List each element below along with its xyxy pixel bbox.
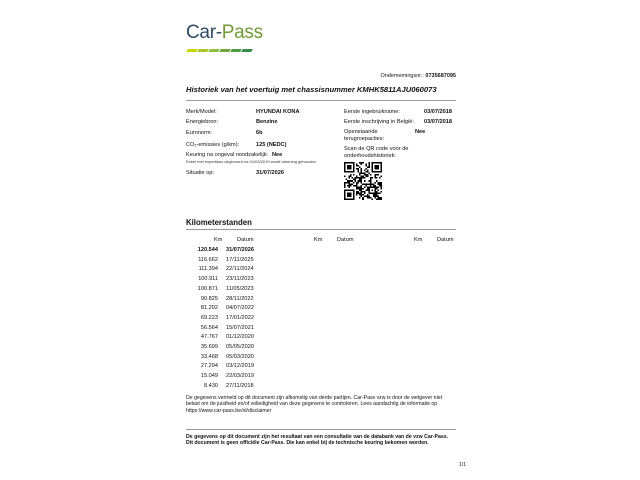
mileage-row: 100.911 23/11/2023: [198, 276, 254, 283]
euronorm-label: Euronorm:: [186, 130, 213, 136]
mileage-row: 8.430 27/11/2018: [204, 382, 254, 389]
inspection-label: Keuring na ongeval noodzakelijk:: [186, 152, 269, 158]
inspection-value: Nee: [272, 152, 283, 158]
qr-label-line1: Scan de QR code voor de: [344, 146, 409, 152]
mileage-row: 56.564 15/07/2021: [200, 324, 254, 331]
logo-wordmark: Car-Pass: [186, 22, 263, 43]
col-date-2: Datum: [337, 237, 354, 243]
mileage-row: 111.394 22/11/2024: [198, 266, 254, 273]
col-date-1: Datum: [237, 237, 254, 243]
co2-value: 125 (NEDC): [256, 142, 287, 148]
fuel-value: Benzine: [256, 119, 278, 125]
first-use-label: Eerste ingebruikname:: [344, 109, 400, 115]
mileage-divider: [186, 229, 456, 230]
col-km-3: Km: [414, 237, 423, 243]
mileage-row: 116.662 17/11/2025: [198, 256, 254, 263]
mileage-row: 33.468 05/03/2020: [200, 353, 254, 360]
co2-label: CO₂-emissies (g/km):: [186, 142, 240, 148]
col-date-3: Datum: [437, 237, 454, 243]
disclaimer-link[interactable]: https://www.car-pass.be/nl/disclaimer: [186, 407, 272, 414]
mileage-row: 69.223 17/01/2022: [200, 314, 254, 321]
situation-value: 31/07/2026: [256, 170, 284, 176]
first-registration-label: Eerste inschrijving in België:: [344, 119, 414, 125]
mileage-row: 47.767 01/12/2020: [200, 334, 254, 341]
footer-line-1: De gegevens op dit document zijn het resultaat van een consultatie van de databank van de vzw Car-Pass.: [186, 434, 449, 440]
logo-stripe: [241, 49, 253, 52]
company-number: Ondememingsnr.: 0735687095: [380, 73, 456, 79]
logo-stripes: [187, 49, 252, 52]
fuel-label: Energiebron:: [186, 119, 219, 125]
disclaimer-line-2: belast om de juistheid en/of volledigheid van deze gegevens te controleren. Lees aandachtig de informatie op: [186, 401, 438, 408]
footer-line-2: Dit document is geen officiële Car-Pass. Die kan enkel bij de technische keuring bekomen worden.: [186, 440, 429, 447]
euronorm-value: 6b: [256, 130, 263, 136]
mileage-row: 120.544 31/07/2026: [197, 247, 254, 253]
page-number: 1/1: [459, 462, 466, 468]
mileage-row: 27.294 03/12/2019: [200, 363, 254, 370]
disclaimer: [186, 395, 461, 414]
qr-label-line2: onderhoudshistoriek:: [344, 153, 396, 159]
footer-divider: [186, 429, 456, 430]
first-registration-value: 03/07/2018: [424, 119, 452, 125]
title-divider: [186, 100, 456, 101]
make-model-value: HYUNDAI KONA: [256, 109, 300, 115]
mileage-section-title: Kilometerstanden: [186, 218, 252, 227]
mileage-row: 81.202 04/07/2022: [200, 305, 254, 312]
recalls-label-line2: terugroepacties:: [344, 136, 385, 142]
car-pass-logo: [186, 22, 266, 56]
make-model-label: Merk/Model:: [186, 109, 217, 115]
inspection-note: Enkel met expertises uitgevoerd na 01/03/2019 wordt rekening gehouden.: [186, 159, 317, 164]
disclaimer-line-1: De gegevens vermeld op dit document zijn afkomstig van derde partijen. Car-Pass vzw is door de wetgever niet: [186, 395, 443, 401]
situation-label: Situatie op:: [186, 170, 214, 176]
page-title: Historiek van het voertuig met chassisnummer KMHK5811AJU060073: [186, 85, 437, 94]
recalls-label-line1: Openstaande: [344, 129, 378, 135]
mileage-row: 90.825 28/11/2022: [200, 295, 254, 302]
mileage-row: 35.699 05/05/2020: [200, 344, 254, 350]
footer-note: [186, 434, 461, 447]
recalls-value: Nee: [415, 129, 426, 135]
mileage-row: 15.049 22/03/2019: [200, 373, 254, 380]
mileage-row: 100.871 11/05/2023: [197, 285, 254, 292]
maintenance-qr-code[interactable]: [344, 162, 382, 200]
first-use-value: 03/07/2018: [424, 109, 452, 115]
col-km-2: Km: [314, 237, 323, 243]
col-km-1: Km: [214, 237, 223, 243]
